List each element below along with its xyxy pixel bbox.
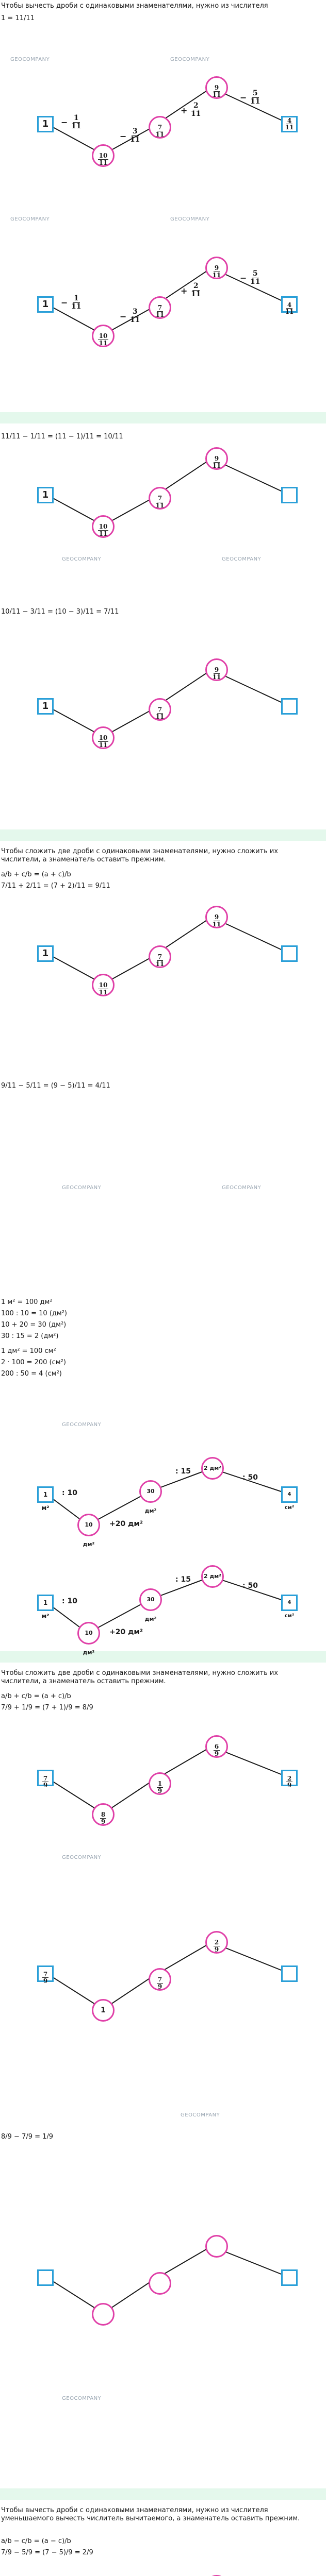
minus-operator: − <box>240 93 247 103</box>
divide-operator: : 50 <box>242 1582 258 1590</box>
equation: 7/9 − 5/9 = (7 − 5)/9 = 2/9 <box>1 2549 93 2556</box>
equation: 100 : 10 = 10 (дм²) <box>1 1310 67 1317</box>
equation: 11/11 − 1/11 = (11 − 1)/11 = 10/11 <box>1 433 123 440</box>
result-circle: $\frac{9}{11}$ <box>205 76 228 99</box>
result-circle: 10 дм² <box>77 1622 100 1645</box>
start-box: 1 м² <box>37 1486 54 1503</box>
fraction-3-11: $\frac{3}{11}$ <box>130 127 140 144</box>
start-box: 1 <box>37 945 54 962</box>
start-box: 1 <box>37 487 54 503</box>
watermark: GEOCOMPANY <box>62 1422 102 1428</box>
plus-operator: +20 дм² <box>109 1628 143 1636</box>
result-circle: 2 дм² <box>201 1565 224 1588</box>
result-circle: $\frac{2}{9}$ <box>205 1931 228 1954</box>
equation: 10 + 20 = 30 (дм²) <box>1 1321 67 1329</box>
result-circle: $\frac{7}{11}$ <box>149 116 171 139</box>
equation: 30 : 15 = 2 (дм²) <box>1 1332 59 1340</box>
result-circle: 30 дм² <box>139 1480 162 1503</box>
watermark: GEOCOMPANY <box>62 1185 102 1191</box>
answer-box[interactable]: $\frac{2}{9}$ <box>281 1770 298 1786</box>
result-circle <box>149 2272 171 2295</box>
start-box: 1 <box>37 116 54 132</box>
answer-box[interactable] <box>281 945 298 962</box>
rule-text: Чтобы вычесть дроби с одинаковыми знаменателями, нужно из числителя <box>1 2 268 10</box>
fraction-1-11: $\frac{1}{11}$ <box>71 294 82 311</box>
equation: 10/11 − 3/11 = (10 − 3)/11 = 7/11 <box>1 608 119 616</box>
start-box: 1 <box>37 296 54 313</box>
watermark: GEOCOMPANY <box>222 1185 262 1191</box>
result-circle: $\frac{10}{11}$ <box>92 974 115 996</box>
watermark: GEOCOMPANY <box>10 57 50 62</box>
watermark: GEOCOMPANY <box>170 216 210 222</box>
minus-operator: − <box>61 117 68 127</box>
watermark: GEOCOMPANY <box>181 2112 220 2118</box>
equation: 7/9 + 1/9 = (7 + 1)/9 = 8/9 <box>1 1704 93 1711</box>
answer-box[interactable] <box>281 698 298 715</box>
answer-box[interactable]: $\frac{4}{11}$ <box>281 296 298 313</box>
watermark: GEOCOMPANY <box>10 216 50 222</box>
equation: 9/11 − 5/11 = (9 − 5)/11 = 4/11 <box>1 1082 110 1090</box>
result-circle: 10 дм² <box>77 1514 100 1536</box>
fraction-2-11: $\frac{2}{11}$ <box>191 282 201 298</box>
minus-operator: − <box>61 298 68 308</box>
minus-operator: − <box>240 273 247 283</box>
section-band <box>0 412 326 423</box>
fraction-3-11: $\frac{3}{11}$ <box>130 308 140 324</box>
start-box: 1 <box>37 698 54 715</box>
result-circle: $\frac{1}{9}$ <box>149 1772 171 1795</box>
equation: 1 дм² = 100 см² <box>1 1347 56 1355</box>
equation: 200 : 50 = 4 (см²) <box>1 1370 62 1378</box>
section-band <box>0 1651 326 1663</box>
start-box: 1 м² <box>37 1595 54 1611</box>
result-circle <box>205 2235 228 2258</box>
answer-box[interactable] <box>281 1965 298 1982</box>
rule-text: Чтобы вычесть дроби с одинаковыми знаменателями, нужно из числителя уменьшаемого вычесть числитель вычитаемого, а знаменатель оставить прежним. <box>1 2506 300 2522</box>
result-circle: $\frac{9}{11}$ <box>205 447 228 470</box>
result-circle: 30 дм² <box>139 1588 162 1611</box>
divide-operator: : 15 <box>175 1467 191 1476</box>
answer-box[interactable] <box>281 487 298 503</box>
plus-operator: +20 дм² <box>109 1520 143 1528</box>
result-circle: $\frac{9}{11}$ <box>205 257 228 279</box>
answer-box[interactable] <box>281 2269 298 2286</box>
answer-box[interactable]: $\frac{4}{11}$ <box>281 116 298 132</box>
result-circle: $\frac{7}{9}$ <box>149 1968 171 1991</box>
result-circle: $\frac{9}{11}$ <box>205 658 228 681</box>
result-circle: $\frac{10}{11}$ <box>92 726 115 749</box>
watermark: GEOCOMPANY <box>62 556 102 562</box>
divide-operator: : 50 <box>242 1473 258 1482</box>
watermark: GEOCOMPANY <box>62 1855 102 1860</box>
rule-text: Чтобы сложить две дроби с одинаковыми знаменателями, нужно сложить их числители, а знаменатель оставить прежним. <box>1 848 279 863</box>
watermark: GEOCOMPANY <box>222 556 262 562</box>
result-circle: 1 <box>92 1999 115 2022</box>
fraction-5-11: $\frac{5}{11}$ <box>250 89 260 106</box>
equation: 7/11 + 2/11 = (7 + 2)/11 = 9/11 <box>1 882 110 890</box>
result-circle: $\frac{7}{11}$ <box>149 296 171 319</box>
equation: 8/9 − 7/9 = 1/9 <box>1 2133 54 2141</box>
fraction-2-11: $\frac{2}{11}$ <box>191 101 201 118</box>
result-circle: $\frac{9}{11}$ <box>205 906 228 928</box>
watermark: GEOCOMPANY <box>170 57 210 62</box>
result-circle: $\frac{10}{11}$ <box>92 144 115 167</box>
plus-operator: + <box>181 106 188 115</box>
fraction-5-11: $\frac{5}{11}$ <box>250 269 260 286</box>
result-circle: $\frac{10}{11}$ <box>92 515 115 538</box>
result-circle: $\frac{7}{11}$ <box>149 945 171 968</box>
plus-operator: + <box>181 286 188 296</box>
equation: 2 · 100 = 200 (см²) <box>1 1359 66 1366</box>
divide-operator: : 10 <box>62 1597 77 1605</box>
equation: a/b + c/b = (a + c)/b <box>1 871 71 878</box>
answer-box[interactable]: 4 см² <box>281 1595 298 1611</box>
result-circle: 2 дм² <box>201 1457 224 1480</box>
rule-text: Чтобы сложить две дроби с одинаковыми знаменателями, нужно сложить их числители, а знаменатель оставить прежним. <box>1 1669 279 1685</box>
answer-box[interactable]: 4 см² <box>281 1486 298 1503</box>
watermark: GEOCOMPANY <box>62 2396 102 2401</box>
divide-operator: : 15 <box>175 1575 191 1584</box>
minus-operator: − <box>120 312 127 321</box>
section-band <box>0 829 326 841</box>
divide-operator: : 10 <box>62 1489 77 1497</box>
result-circle: $\frac{7}{11}$ <box>149 698 171 721</box>
result-circle: $\frac{8}{9}$ <box>92 1803 115 1826</box>
equation: 1 = 11/11 <box>1 14 35 22</box>
equation: a/b + c/b = (a + c)/b <box>1 1692 71 1700</box>
result-circle: $\frac{6}{9}$ <box>205 1735 228 1758</box>
fraction-1-11: $\frac{1}{11}$ <box>71 114 82 130</box>
start-box: $\frac{7}{9}$ <box>37 1965 54 1982</box>
start-box <box>37 2269 54 2286</box>
minus-operator: − <box>120 131 127 141</box>
equation: 1 м² = 100 дм² <box>1 1298 53 1306</box>
equation: a/b − c/b = (a − c)/b <box>1 2537 71 2545</box>
result-circle <box>92 2303 115 2326</box>
result-circle: $\frac{10}{11}$ <box>92 325 115 347</box>
start-box: $\frac{7}{9}$ <box>37 1770 54 1786</box>
result-circle: $\frac{7}{11}$ <box>149 487 171 510</box>
section-band <box>0 2488 326 2500</box>
